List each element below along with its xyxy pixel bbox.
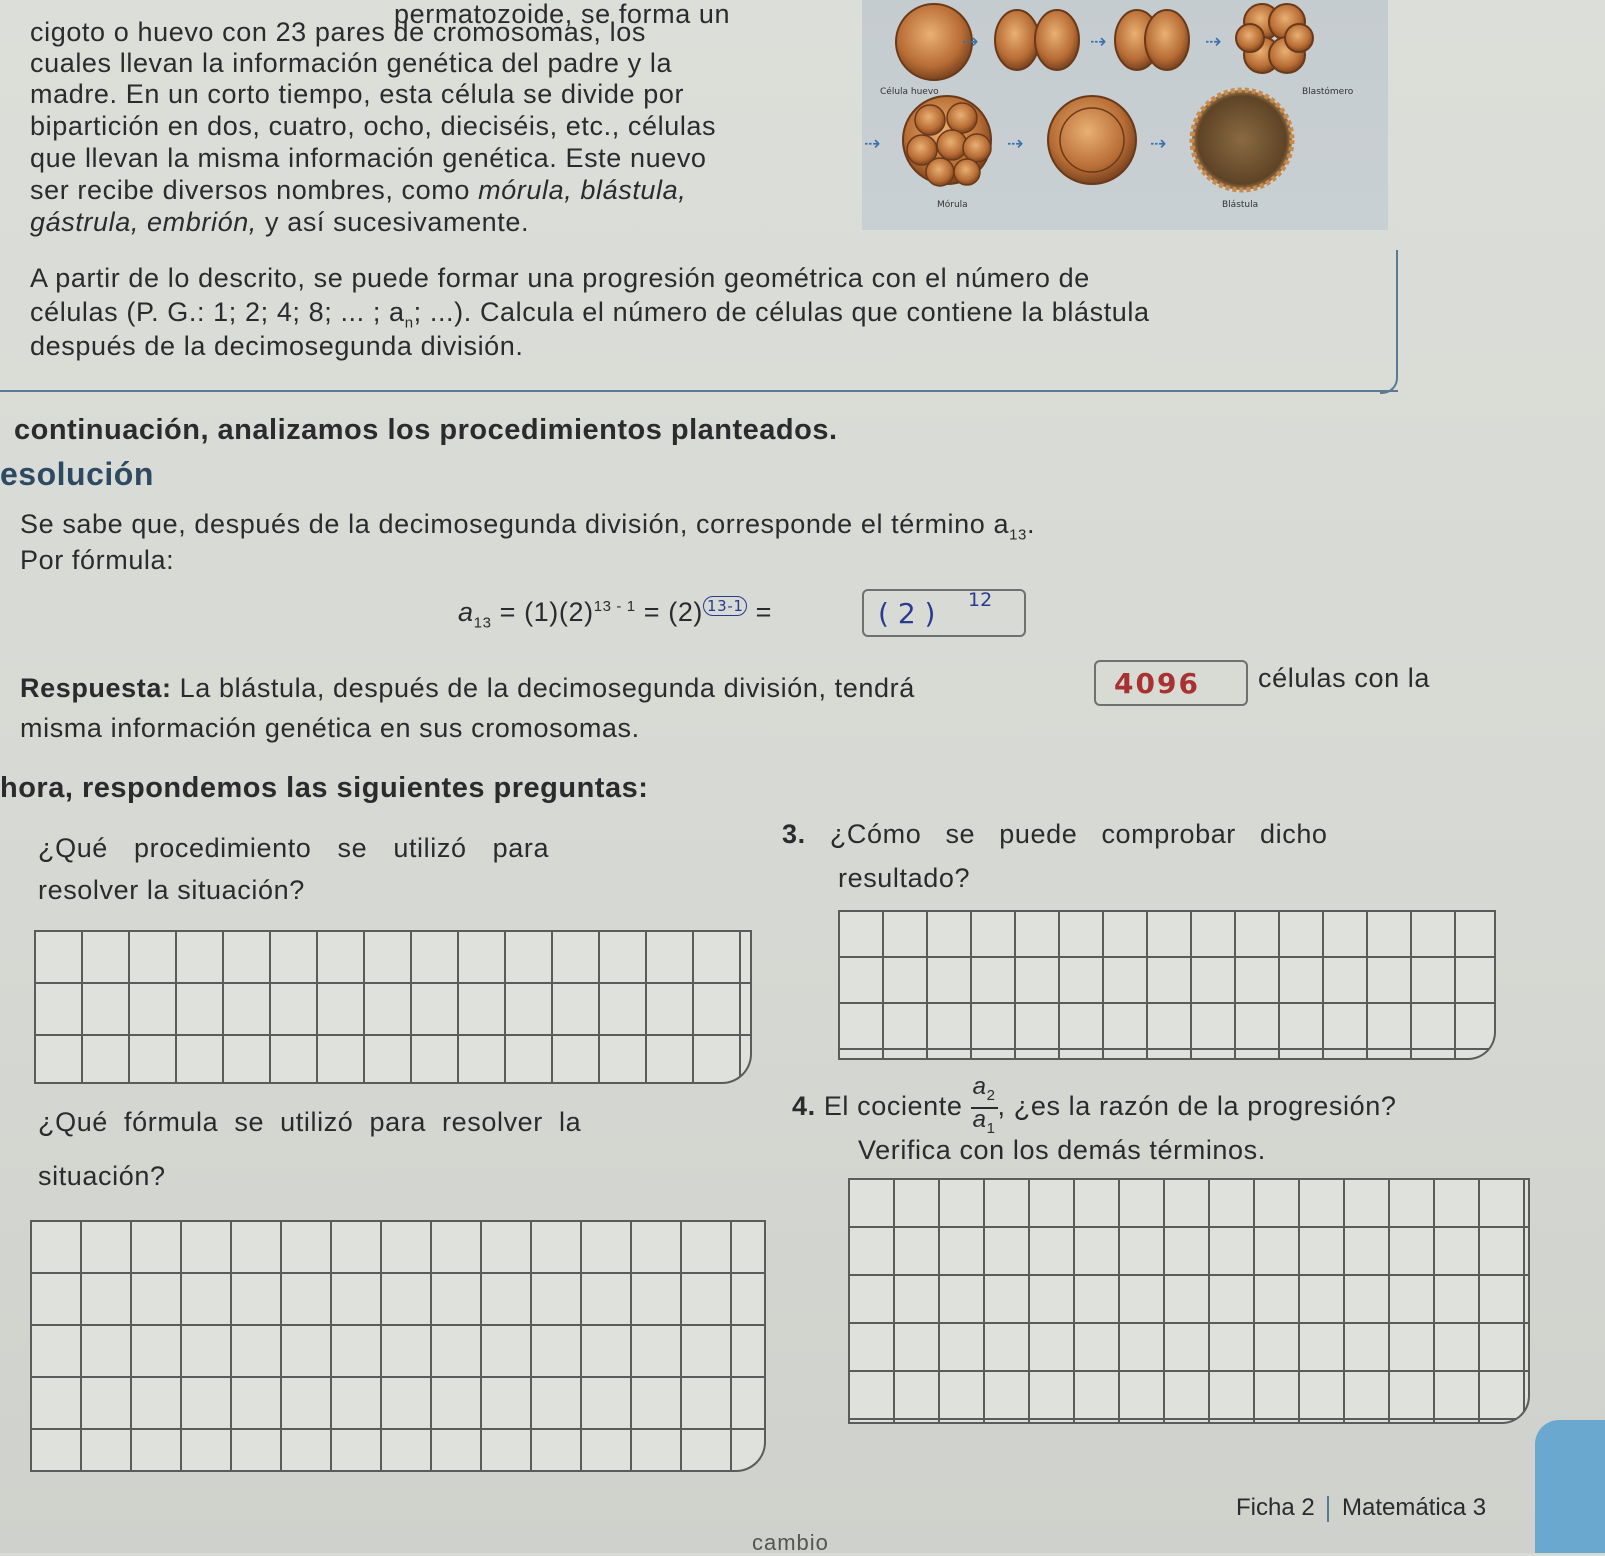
svg-text:⇢: ⇢ <box>1090 29 1107 53</box>
question-1-line-2: resolver la situación? <box>38 875 305 905</box>
answer-grid-q4[interactable] <box>848 1178 1530 1424</box>
bottom-cut-word: cambio <box>752 1530 829 1555</box>
intro-line-2: cuales llevan la información genética del padre y la <box>30 48 673 78</box>
formula: $a_{13} = (1)(2)^{13 - 1} = (2) ^{13-1}$ = <box>458 597 772 632</box>
para2-line-1: A partir de lo descrito, se puede formar una progresión geométrica con el número de <box>30 263 1090 293</box>
answer-line-1: Respuesta: La blástula, después de la decimosegunda división, tendrá <box>20 673 915 703</box>
svg-text:Blástula: Blástula <box>1222 200 1259 210</box>
svg-text:⇢: ⇢ <box>1150 131 1167 155</box>
intro-line-6: ser recibe diversos nombres, como mórula, blástula, <box>30 175 687 205</box>
para2-line-3: después de la decimosegunda división. <box>30 331 524 361</box>
answer-line-2: misma información genética en sus cromosomas. <box>20 713 640 743</box>
analysis-heading: continuación, analizamos los procedimientos planteados. <box>14 414 838 446</box>
svg-text:⇢: ⇢ <box>1007 131 1024 155</box>
answer-grid-q3[interactable] <box>838 910 1496 1060</box>
question-4-line-1: 4. El cociente $\frac{a_2}{a_1}$ , ¿es la razón de la progresión? <box>792 1076 1396 1140</box>
quotient-fraction: $\frac{a_2}{a_1}$ <box>972 1073 996 1137</box>
para2-line-2: células (P. G.: 1; 2; 4; 8; ... ; $a_n$; ...). Calcula el número de células que contiene la blástula <box>30 297 1150 332</box>
svg-text:⇢: ⇢ <box>962 29 979 53</box>
footer-subject: Matemática 3 <box>1342 1494 1487 1521</box>
question-3-line-1: 3. ¿Cómo se puede comprobar dicho <box>782 819 1328 849</box>
footer-ficha: Ficha 2 <box>1236 1494 1315 1521</box>
answer-grid-q2[interactable] <box>30 1220 766 1472</box>
answer-line-1-end: células con la <box>1258 663 1430 693</box>
question-2-line-1: ¿Qué fórmula se utilizó para resolver la <box>38 1107 582 1137</box>
intro-line-1: cigoto o huevo con 23 pares de cromosomas, los <box>30 17 646 47</box>
svg-text:⇢: ⇢ <box>1205 29 1222 53</box>
cell-division-illustration <box>862 0 1388 230</box>
formula-answer-box <box>862 589 1026 637</box>
intro-line-4: bipartición en dos, cuatro, ocho, dieciséis, etc., células <box>30 111 717 141</box>
handwritten-answer: 4096 <box>1114 667 1200 700</box>
answer-grid-q1[interactable] <box>34 930 752 1084</box>
svg-text:⇢: ⇢ <box>864 131 881 155</box>
questions-heading: hora, respondemos las siguientes preguntas: <box>0 772 649 804</box>
frame-corner <box>1380 250 1398 394</box>
handwritten-exponent: 13-1 <box>703 596 747 616</box>
footer <box>1236 1494 1486 1522</box>
intro-line-0: permatozoide, se forma un <box>394 0 731 29</box>
solution-heading: esolución <box>0 456 154 492</box>
question-4-line-2: Verifica con los demás términos. <box>858 1135 1266 1165</box>
handwritten-base: ( 2 ) <box>878 597 936 630</box>
svg-text:Mórula: Mórula <box>937 200 968 210</box>
frame-border <box>0 390 1398 392</box>
intro-line-3: madre. En un corto tiempo, esta célula se divide por <box>30 79 685 109</box>
question-2-line-2: situación? <box>38 1161 166 1191</box>
answer-box <box>1094 660 1248 706</box>
page-tab <box>1535 1420 1605 1553</box>
svg-text:Célula huevo: Célula huevo <box>880 87 939 97</box>
footer-divider <box>1327 1496 1329 1522</box>
handwritten-power: 12 <box>968 589 993 611</box>
intro-line-7: gástrula, embrión, y así sucesivamente. <box>30 207 530 237</box>
solution-line-1: Se sabe que, después de la decimosegunda división, corresponde el término $a_{13}$. <box>20 509 1036 544</box>
question-1-line-1: ¿Qué procedimiento se utilizó para <box>38 833 550 863</box>
egg-cell <box>896 4 972 80</box>
svg-text:Blastómero: Blastómero <box>1302 87 1354 97</box>
intro-line-5: que llevan la misma información genética. Este nuevo <box>30 143 707 173</box>
solution-line-2: Por fórmula: <box>20 545 175 575</box>
question-3-line-2: resultado? <box>838 863 971 893</box>
cell-division-drawing <box>862 0 1388 230</box>
